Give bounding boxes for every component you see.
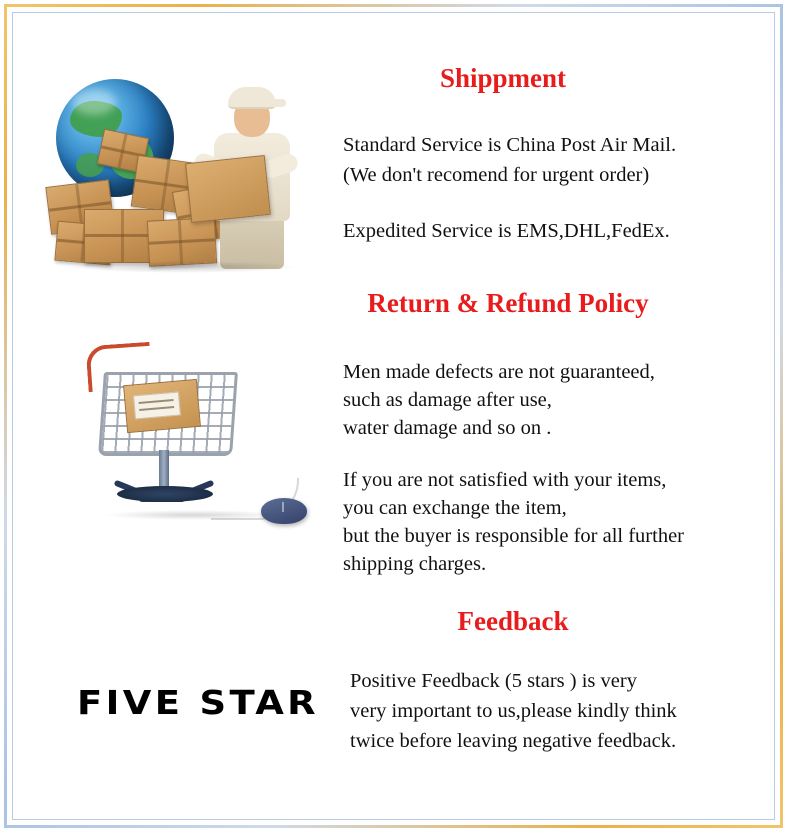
parcel-label <box>133 391 181 419</box>
held-parcel-box <box>185 155 271 223</box>
return-line-6: but the buyer is responsible for all further <box>343 525 685 547</box>
shipment-heading: Shippment <box>439 63 567 93</box>
banner-content <box>18 18 769 814</box>
return-illustration-image <box>73 338 323 548</box>
feedback-line-2: very important to us,please kindly think <box>350 700 677 722</box>
shipment-line-2: (We don't recomend for urgent order) <box>343 164 650 186</box>
return-line-4: If you are not satisfied with your items, <box>343 469 667 491</box>
cart-base <box>117 486 213 502</box>
return-line-5: you can exchange the item, <box>343 497 567 519</box>
return-line-2: such as damage after use, <box>343 389 552 411</box>
shipment-line-1: Standard Service is China Post Air Mail. <box>343 134 677 156</box>
parcel-box <box>147 217 217 266</box>
return-refund-text-block <box>343 358 773 578</box>
shipment-line-3: Expedited Service is EMS,DHL,FedEx. <box>343 220 670 242</box>
parcel-in-cart <box>123 379 201 433</box>
feedback-line-3: twice before leaving negative feedback. <box>350 730 677 752</box>
five-star-logo: FIVE STAR <box>77 683 319 722</box>
shipping-illustration-image <box>48 73 308 273</box>
delivery-man-cap <box>228 87 276 109</box>
illustration-shadow <box>68 261 298 273</box>
illustration-shadow <box>103 510 283 520</box>
feedback-text-block <box>350 666 770 756</box>
feedback-line-1: Positive Feedback (5 stars ) is very <box>350 670 637 692</box>
return-line-1: Men made defects are not guaranteed, <box>343 361 655 383</box>
return-refund-heading: Return & Refund Policy <box>367 288 649 318</box>
feedback-heading: Feedback <box>457 606 569 636</box>
return-line-3: water damage and so on . <box>343 417 552 439</box>
shipment-text-block <box>343 130 763 246</box>
return-line-7: shipping charges. <box>343 553 487 575</box>
